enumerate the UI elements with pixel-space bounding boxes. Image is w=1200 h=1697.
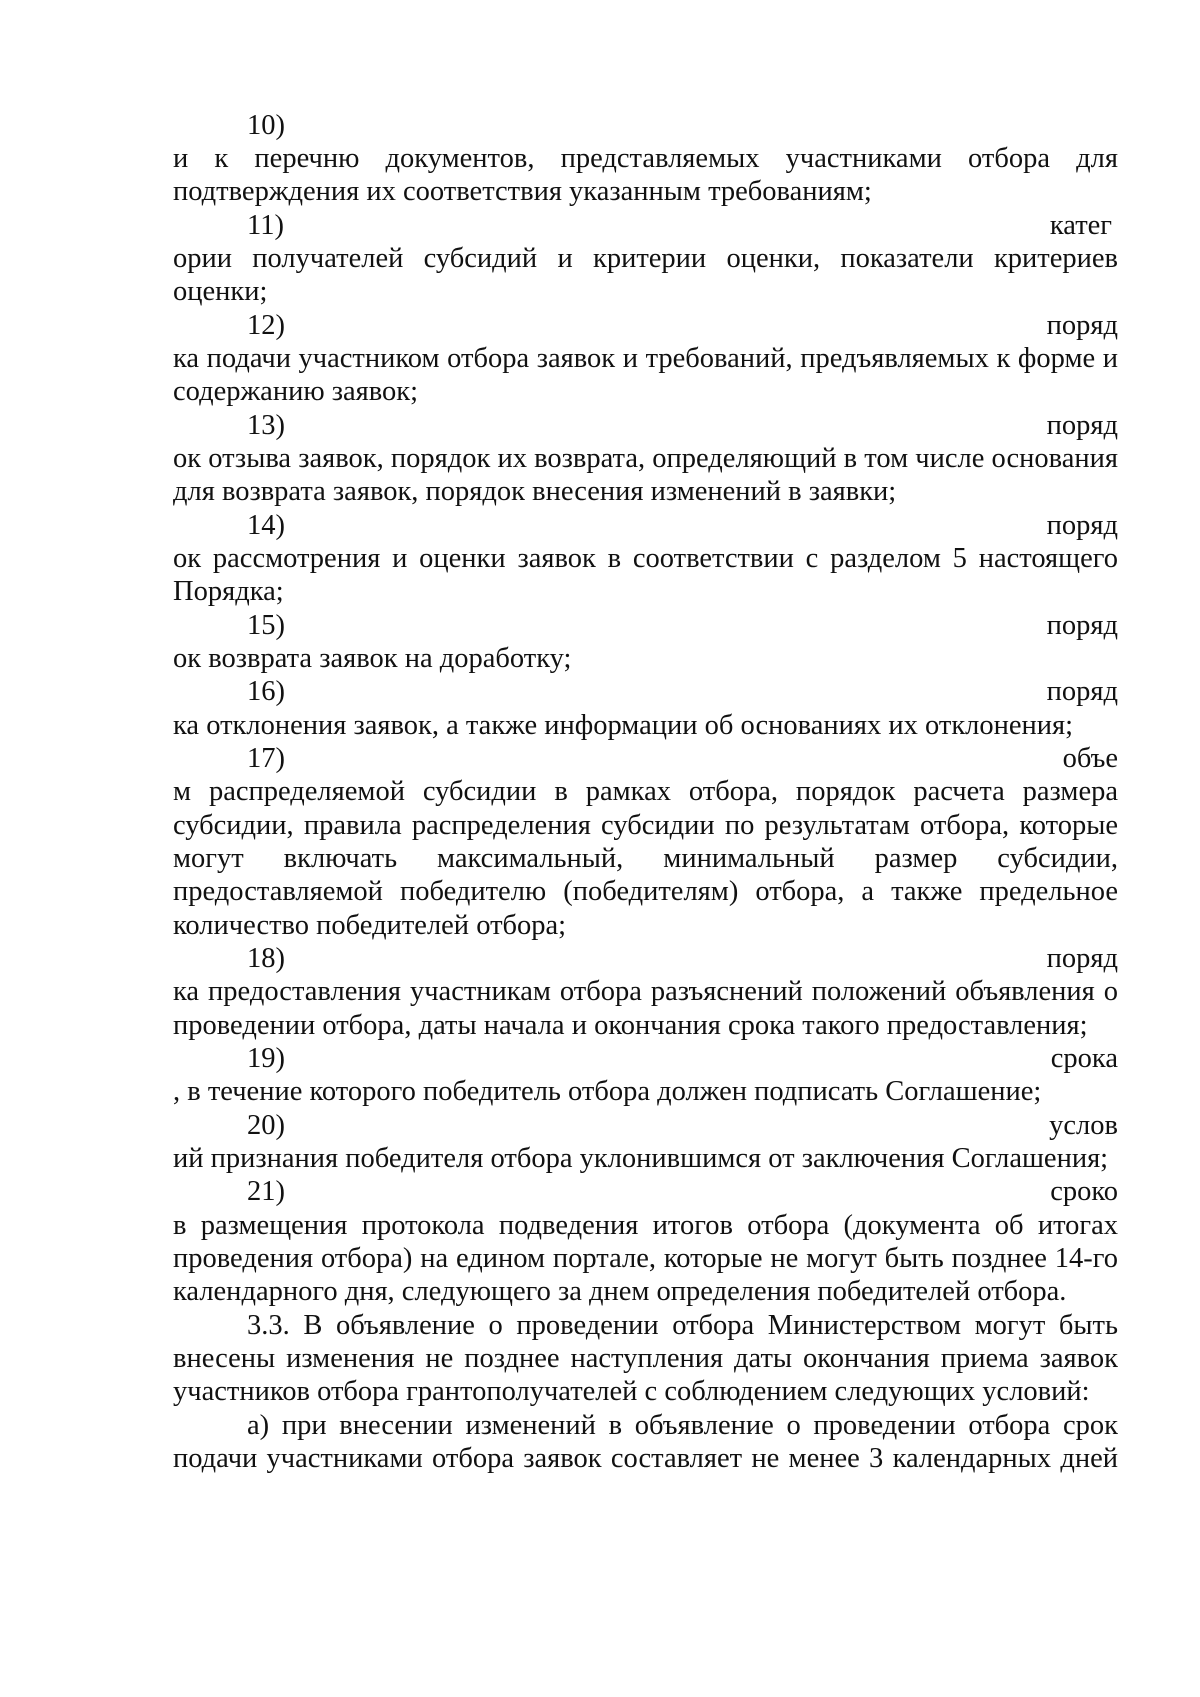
para-a-line-2: подачи участниками отбора заявок составляет не менее 3 календарных дней bbox=[173, 1443, 1118, 1474]
item-18-line-2: проведении отбора, даты начала и окончания срока такого предоставления; bbox=[173, 1010, 1088, 1041]
item-17-line-3: могут включать максимальный, минимальный размер субсидии, bbox=[173, 843, 1118, 874]
item-21-number: 21) bbox=[247, 1176, 285, 1207]
item-14-line-2: Порядка; bbox=[173, 576, 284, 607]
para-3-3-line-2: внесены изменения не позднее наступления даты окончания приема заявок bbox=[173, 1343, 1118, 1374]
item-18-line-1: ка предоставления участникам отбора разъяснений положений объявления о bbox=[173, 976, 1118, 1007]
item-12-line-2: содержанию заявок; bbox=[173, 376, 419, 407]
item-18-tail: поряд bbox=[1046, 943, 1118, 974]
item-12-tail: поряд bbox=[1046, 310, 1118, 341]
item-19-line-1: , в течение которого победитель отбора должен подписать Соглашение; bbox=[173, 1076, 1042, 1107]
item-10-number: 10) bbox=[247, 110, 285, 141]
item-21-line-3: календарного дня, следующего за днем определения победителей отбора. bbox=[173, 1276, 1067, 1307]
item-15-tail: поряд bbox=[1046, 610, 1118, 641]
item-16-line-1: ка отклонения заявок, а также информации об основаниях их отклонения; bbox=[173, 710, 1074, 741]
item-13-number: 13) bbox=[247, 410, 285, 441]
item-15-number: 15) bbox=[247, 610, 285, 641]
item-16-number: 16) bbox=[247, 676, 285, 707]
item-21-tail: сроко bbox=[1050, 1176, 1118, 1207]
item-12-line-1: ка подачи участником отбора заявок и требований, предъявляемых к форме и bbox=[173, 343, 1118, 374]
item-17-line-5: количество победителей отбора; bbox=[173, 910, 567, 941]
item-21-line-1: в размещения протокола подведения итогов отбора (документа об итогах bbox=[173, 1210, 1118, 1241]
para-3-3-line-1: 3.3. В объявление о проведении отбора Министерством могут быть bbox=[247, 1310, 1118, 1341]
para-3-3-line-3: участников отбора грантополучателей с соблюдением следующих условий: bbox=[173, 1376, 1090, 1407]
item-21-line-2: проведения отбора) на едином портале, которые не могут быть позднее 14-го bbox=[173, 1243, 1118, 1274]
item-11-number: 11) bbox=[247, 210, 284, 241]
item-20-tail: услов bbox=[1049, 1110, 1118, 1141]
item-18-number: 18) bbox=[247, 943, 285, 974]
item-11-line-1: ории получателей субсидий и критерии оценки, показатели критериев bbox=[173, 243, 1118, 274]
item-13-tail: поряд bbox=[1046, 410, 1118, 441]
item-11-tail: катег bbox=[1049, 210, 1112, 241]
item-15-line-1: ок возврата заявок на доработку; bbox=[173, 643, 572, 674]
item-11-line-2: оценки; bbox=[173, 276, 268, 307]
item-17-number: 17) bbox=[247, 743, 285, 774]
item-10-line-1: и к перечню документов, представляемых участниками отбора для bbox=[173, 143, 1118, 174]
item-17-line-4: предоставляемой победителю (победителям) отбора, а также предельное bbox=[173, 876, 1118, 907]
para-a-line-1: а) при внесении изменений в объявление о проведении отбора срок bbox=[247, 1410, 1118, 1441]
item-19-tail: срока bbox=[1050, 1043, 1118, 1074]
item-20-line-1: ий признания победителя отбора уклонившимся от заключения Соглашения; bbox=[173, 1143, 1109, 1174]
item-20-number: 20) bbox=[247, 1110, 285, 1141]
item-13-line-1: ок отзыва заявок, порядок их возврата, определяющий в том числе основания bbox=[173, 443, 1118, 474]
item-17-line-1: м распределяемой субсидии в рамках отбора, порядок расчета размера bbox=[173, 776, 1118, 807]
item-14-line-1: ок рассмотрения и оценки заявок в соответствии с разделом 5 настоящего bbox=[173, 543, 1118, 574]
item-16-tail: поряд bbox=[1046, 676, 1118, 707]
item-19-number: 19) bbox=[247, 1043, 285, 1074]
item-14-number: 14) bbox=[247, 510, 285, 541]
item-17-tail: объе bbox=[1062, 743, 1118, 774]
item-12-number: 12) bbox=[247, 310, 285, 341]
item-10-line-2: подтверждения их соответствия указанным требованиям; bbox=[173, 176, 872, 207]
item-14-tail: поряд bbox=[1046, 510, 1118, 541]
item-13-line-2: для возврата заявок, порядок внесения изменений в заявки; bbox=[173, 476, 897, 507]
item-17-line-2: субсидии, правила распределения субсидии по результатам отбора, которые bbox=[173, 810, 1118, 841]
